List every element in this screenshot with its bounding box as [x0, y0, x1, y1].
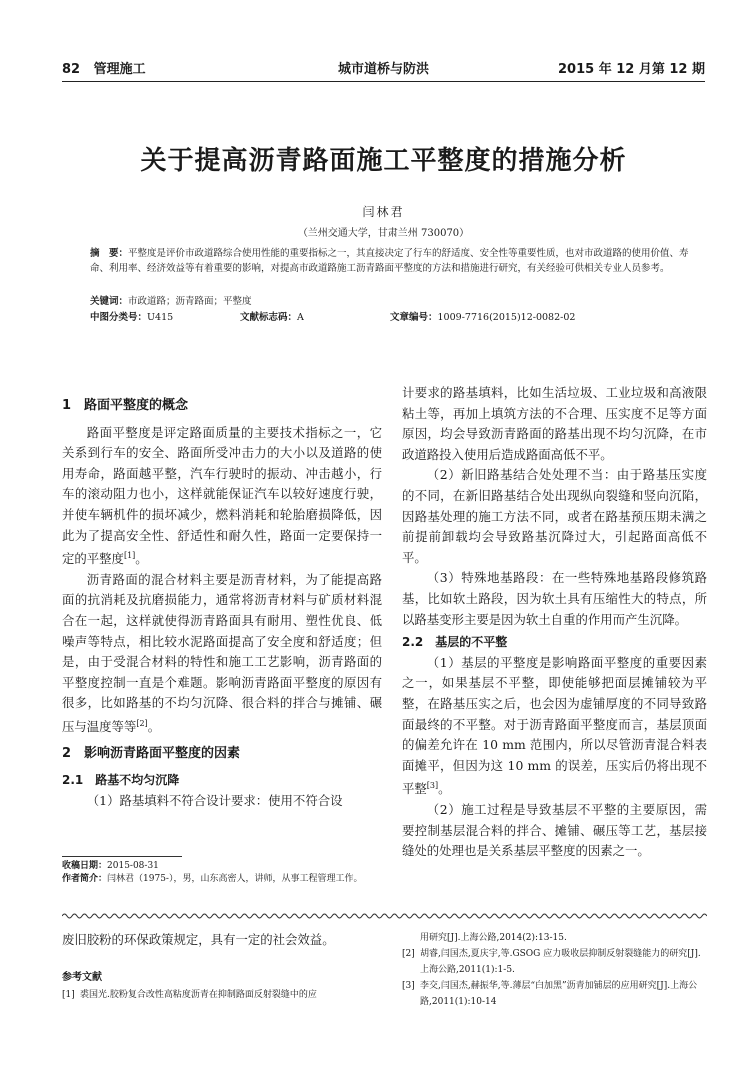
- bio-label: 作者简介：: [62, 874, 108, 884]
- article-no-label: 文章编号：: [390, 312, 438, 323]
- section-name: 管理施工: [93, 62, 146, 77]
- paragraph: 路面平整度是评定路面质量的主要技术指标之一，它关系到行车的安全、路面所受冲击力的大小以及道路的使用寿命，路面越平整，汽车行驶时的振动、冲击越小，行车的滚动阻力也小，这样就能保证汽车以较好速度行驶，并使车辆机件的损坏减少，燃料消耗和轮胎磨损降低，因此为了提高安全性、舒适性和耐久性，路面一定要保持一定的平整度[1]。: [62, 424, 382, 567]
- author-affiliation: （兰州交通大学，甘肃兰州 730070）: [297, 228, 470, 239]
- paragraph: （2）新旧路基结合处处理不当：由于路基压实度的不同，在新旧路基结合处出现纵向裂缝和竖向沉陷，因路基处理的施工方法不同，或者在路基预压期未满之前提前卸载均会导致路基沉降过大，引起路面高低不平。: [402, 467, 707, 565]
- article-no-value: 1009-7716(2015)12-0082-02: [437, 312, 576, 323]
- footnote: [62, 860, 382, 886]
- received-date: 2015-08-31: [107, 861, 159, 871]
- paragraph: （2）施工过程是导致基层不平整的主要原因，需要控制基层混合料的拌合、摊铺、碾压等工艺，基层接缝处的处理也是关系基层平整度的因素之一。: [402, 802, 707, 859]
- section-2-1-heading: 2.1 路基不均匀沉降: [62, 773, 180, 788]
- received-label: 收稿日期：: [62, 861, 108, 871]
- clc-value: U415: [147, 312, 174, 323]
- left-column: [62, 390, 382, 812]
- paragraph: 计要求的路基填料，比如生活垃圾、工业垃圾和高液限粘土等，再加上填筑方法的不合理、压实度不足等方面原因，均会导致沥青路面的路基出现不均匀沉降，在市政道路投入使用后造成路面高低不平。: [402, 385, 707, 462]
- abstract-label: 摘 要：: [90, 248, 129, 259]
- doc-code-label: 文献标志码：: [240, 312, 298, 323]
- keywords: [90, 294, 690, 309]
- page-number: 82: [62, 62, 81, 77]
- references-heading: 参考文献: [62, 972, 102, 983]
- reference-item-continued: 用研究[J].上海公路,2014(2):13-15.: [420, 933, 567, 943]
- keywords-text: 市政道路；沥青路面；平整度: [128, 296, 252, 307]
- keywords-label: 关键词：: [90, 296, 129, 307]
- wave-divider: [62, 911, 707, 921]
- clc-label: 中图分类号：: [90, 312, 148, 323]
- citation: [1]: [123, 551, 136, 561]
- references-left: [62, 988, 392, 1003]
- section-1-heading: 1 路面平整度的概念: [62, 398, 189, 413]
- paragraph: （3）特殊地基路段：在一些特殊地基路段修筑路基，比如软土路段，因为软土具有压缩性大的特点，所以路基变形主要是因为软土自重的作用而产生沉降。: [402, 570, 707, 627]
- article-title: 关于提高沥青路面施工平整度的措施分析: [140, 146, 627, 176]
- author-bio: 闫林君（1975-），男，山东高密人，讲师，从事工程管理工作。: [107, 874, 363, 884]
- references-right: [402, 930, 707, 1010]
- section-2-2-heading: 2.2 基层的不平整: [402, 635, 508, 650]
- paragraph: （1）基层的平整度是影响路面平整度的重要因素之一，如果基层不平整，即使能够把面层摊铺较为平整，在路基压实之后，也会因为虚铺厚度的不同导致路面最终的不平整。对于沥青路面平整度而言，基层顶面的偏差允许在 10 mm 范围内，所以尽管沥青混合料表面摊平，但因为这 10 mm 的误差，压实后仍将出现不平整[3]。: [402, 654, 707, 797]
- footnote-rule: [62, 856, 182, 857]
- citation: [3]: [426, 781, 439, 791]
- doc-code-value: A: [297, 312, 304, 323]
- reference-item: [3] 李交,闫国杰,赫振华,等.薄层“白加黑”沥青加铺层的应用研究[J].上海公路,2011(1):10-14: [402, 981, 698, 1007]
- reference-item: [1] 裘国光.胶粉复合改性高粘度沥青在抑制路面反射裂缝中的应: [62, 990, 317, 1000]
- abstract-text: 平整度是评价市政道路综合使用性能的重要指标之一，其直接决定了行车的舒适度、安全性等重要性质，也对市政道路的使用价值、寿命、利用率、经济效益等有着重要的影响，对提高市政道路施工沥青路面平整度的方法和措施进行研究，有关经验可供相关专业人员参考。: [90, 248, 689, 274]
- paragraph: （1）路基填料不符合设计要求：使用不符合设: [86, 792, 343, 808]
- citation: [2]: [136, 719, 148, 729]
- journal-name: 城市道桥与防洪: [337, 62, 429, 77]
- abstract: [90, 246, 690, 276]
- continued-text: 废旧胶粉的环保政策规定，具有一定的社会效益。: [62, 932, 335, 947]
- reference-item: [2] 胡睿,闫国杰,夏庆宇,等.GSOG 应力吸收层抑制反射裂缝能力的研究[J].上海公路,2011(1):1-5.: [402, 949, 701, 975]
- header-rule: [62, 81, 705, 82]
- author-name: 闫林君: [362, 205, 405, 219]
- paragraph: 沥青路面的混合材料主要是沥青材料，为了能提高路面的抗消耗及抗磨损能力，通常将沥青材料与矿质材料混合在一起，这样就使得沥青路面具有耐用、塑性优良、低噪声等特点，相比较水泥路面提高了安全度和舒适度；但是，由于受混合材料的特性和施工工艺影响，沥青路面的平整度控制一直是个难题。影响沥青路面平整度的原因有很多，比如路基的不均匀沉降、很合料的拌合与摊铺、碾压与温度等等[2]。: [62, 571, 382, 735]
- right-column: [402, 383, 707, 862]
- running-header: [62, 58, 705, 80]
- section-2-heading: 2 影响沥青路面平整度的因素: [62, 745, 241, 761]
- issue-date: 2015 年 12 月第 12 期: [558, 62, 705, 77]
